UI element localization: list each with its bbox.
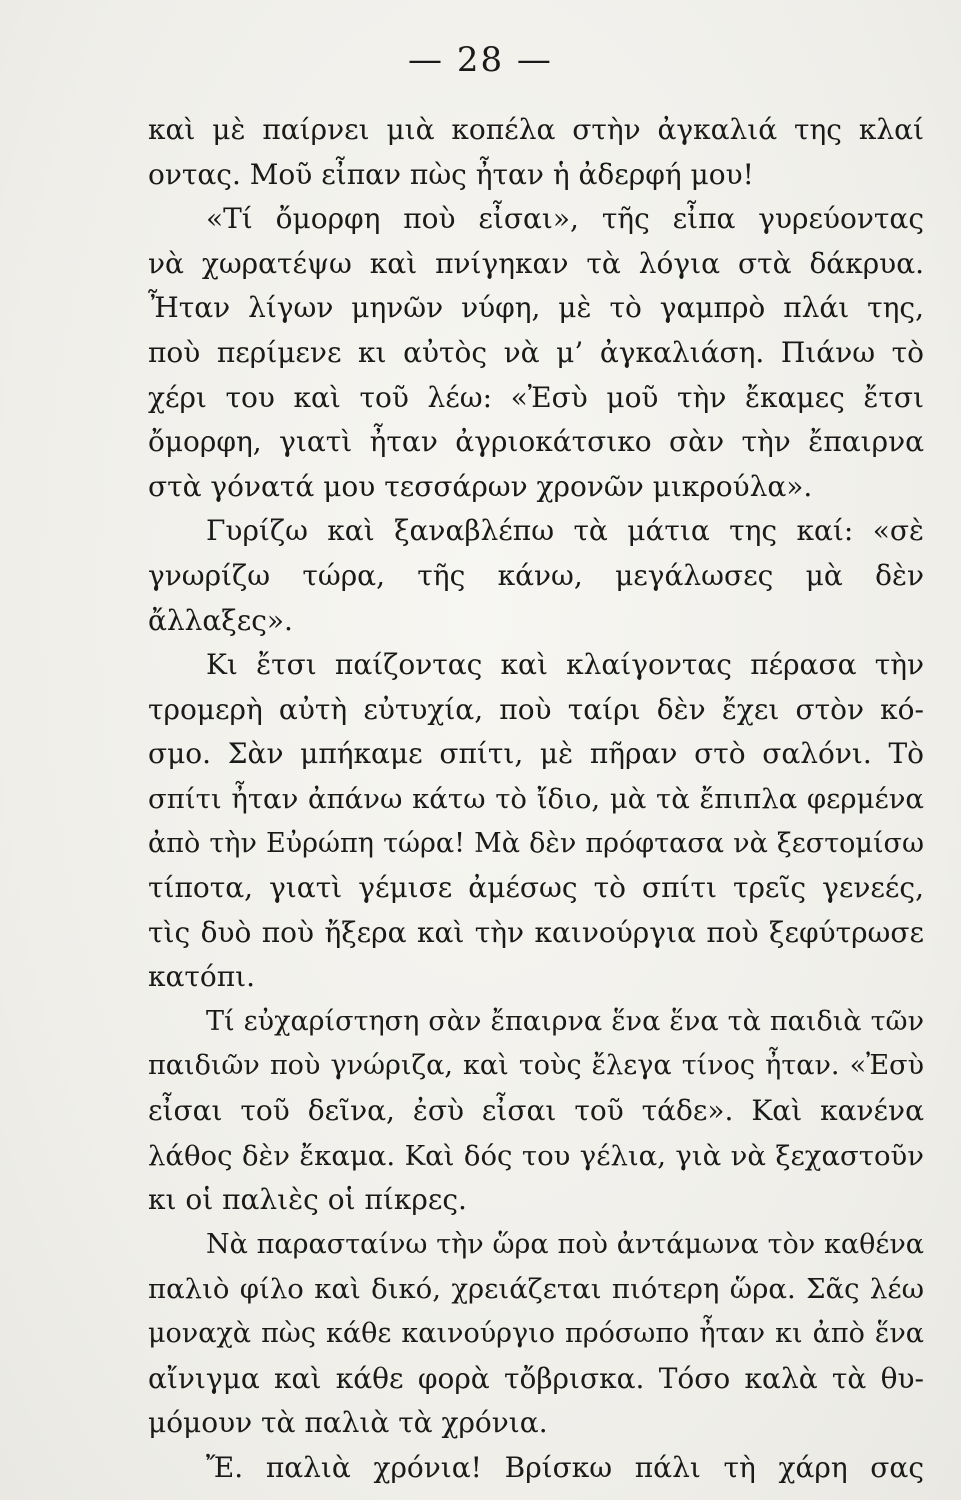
text-line: παιδιῶν ποὺ γνώριζα, καὶ τοὺς ἔλεγα τίνος ἦταν. «Ἐσὺ	[148, 1050, 924, 1082]
text-line: Κι ἔτσι παίζοντας καὶ κλαίγοντας πέρασα τὴν	[206, 648, 924, 682]
text-line: εἶσαι τοῦ δεῖνα, ἐσὺ εἶσαι τοῦ τάδε». Καὶ κανένα	[148, 1094, 924, 1128]
text-line: ποὺ περίμενε κι αὐτὸς νὰ μ’ ἀγκαλιάση. Πιάνω τὸ	[148, 335, 924, 369]
body-text	[148, 108, 924, 1490]
text-line: κατόπι.	[148, 960, 256, 994]
text-line: Ἦταν λίγων μηνῶν νύφη, μὲ τὸ γαμπρὸ πλάι της,	[148, 291, 924, 325]
text-line: τρομερὴ αὐτὴ εὐτυχία, ποὺ ταίρι δὲν ἔχει στὸν κό-	[148, 692, 924, 726]
text-line: χέρι του καὶ τοῦ λέω: «Ἐσὺ μοῦ τὴν ἔκαμες ἔτσι	[148, 380, 924, 414]
text-line: ὄμορφη, γιατὶ ἦταν ἀγριοκάτσικο σὰν τὴν ἔπαιρνα	[148, 425, 924, 459]
text-line: «Τί ὄμορφη ποὺ εἶσαι», τῆς εἶπα γυρεύοντας	[206, 202, 924, 236]
text-line: Γυρίζω καὶ ξαναβλέπω τὰ μάτια της καί: «σὲ	[206, 514, 924, 548]
text-line: Ἔ. παλιὰ χρόνια! Βρίσκω πάλι τὴ χάρη σας	[206, 1450, 924, 1484]
text-line: καὶ μὲ παίρνει μιὰ κοπέλα στὴν ἀγκαλιά της κλαί	[148, 113, 924, 146]
text-line: στὰ γόνατά μου τεσσάρων χρονῶν μικρούλα».	[148, 469, 813, 503]
text-line: γνωρίζω τώρα, τῆς κάνω, μεγάλωσες μὰ δὲν	[148, 558, 924, 592]
text-line: μοναχὰ πὼς κάθε καινούργιο πρόσωπο ἦταν κι ἀπὸ ἕνα	[148, 1318, 924, 1350]
page-number: — 28 —	[408, 40, 553, 80]
text-line: παλιὸ φίλο καὶ δικό, χρειάζεται πιότερη ὥρα. Σᾶς λέω	[148, 1273, 924, 1306]
text-line: αἴνιγμα καὶ κάθε φορὰ τὄβρισκα. Τόσο καλὰ τὰ θυ-	[148, 1361, 924, 1395]
text-line: σπίτι ἦταν ἀπάνω κάτω τὸ ἴδιο, μὰ τὰ ἔπιπλα φερμένα	[148, 782, 924, 815]
text-line: Νὰ παρασταίνω τὴν ὥρα ποὺ ἀντάμωνα τὸν καθένα	[206, 1228, 924, 1260]
text-line: κι οἱ παλιὲς οἱ πίκρες.	[148, 1183, 467, 1217]
text-line: ἄλλαξες».	[148, 603, 293, 637]
text-line: Τί εὐχαρίστηση σὰν ἔπαιρνα ἕνα ἕνα τὰ παιδιὰ τῶν	[206, 1005, 924, 1037]
text-line: λάθος δὲν ἔκαμα. Καὶ δός του γέλια, γιὰ νὰ ξεχαστοῦν	[148, 1139, 924, 1172]
text-line: μόμουν τὰ παλιὰ τὰ χρόνια.	[148, 1406, 548, 1440]
text-line: ἀπὸ τὴν Εὐρώπη τώρα! Μὰ δὲν πρόφτασα νὰ ξεστομίσω	[148, 827, 924, 859]
text-line: τίποτα, γιατὶ γέμισε ἀμέσως τὸ σπίτι τρεῖς γενεές,	[148, 871, 924, 905]
text-line: τὶς δυὸ ποὺ ἤξερα καὶ τὴν καινούργια ποὺ ξεφύτρωσε	[148, 915, 924, 949]
text-line: νὰ χωρατέψω καὶ πνίγηκαν τὰ λόγια στὰ δάκρυα.	[148, 246, 924, 280]
text-line: οντας. Μοῦ εἶπαν πὼς ἦταν ἡ ἀδερφή μου!	[148, 157, 754, 191]
text-line: σμο. Σὰν μπήκαμε σπίτι, μὲ πῆραν στὸ σαλόνι. Τὸ	[148, 737, 924, 771]
